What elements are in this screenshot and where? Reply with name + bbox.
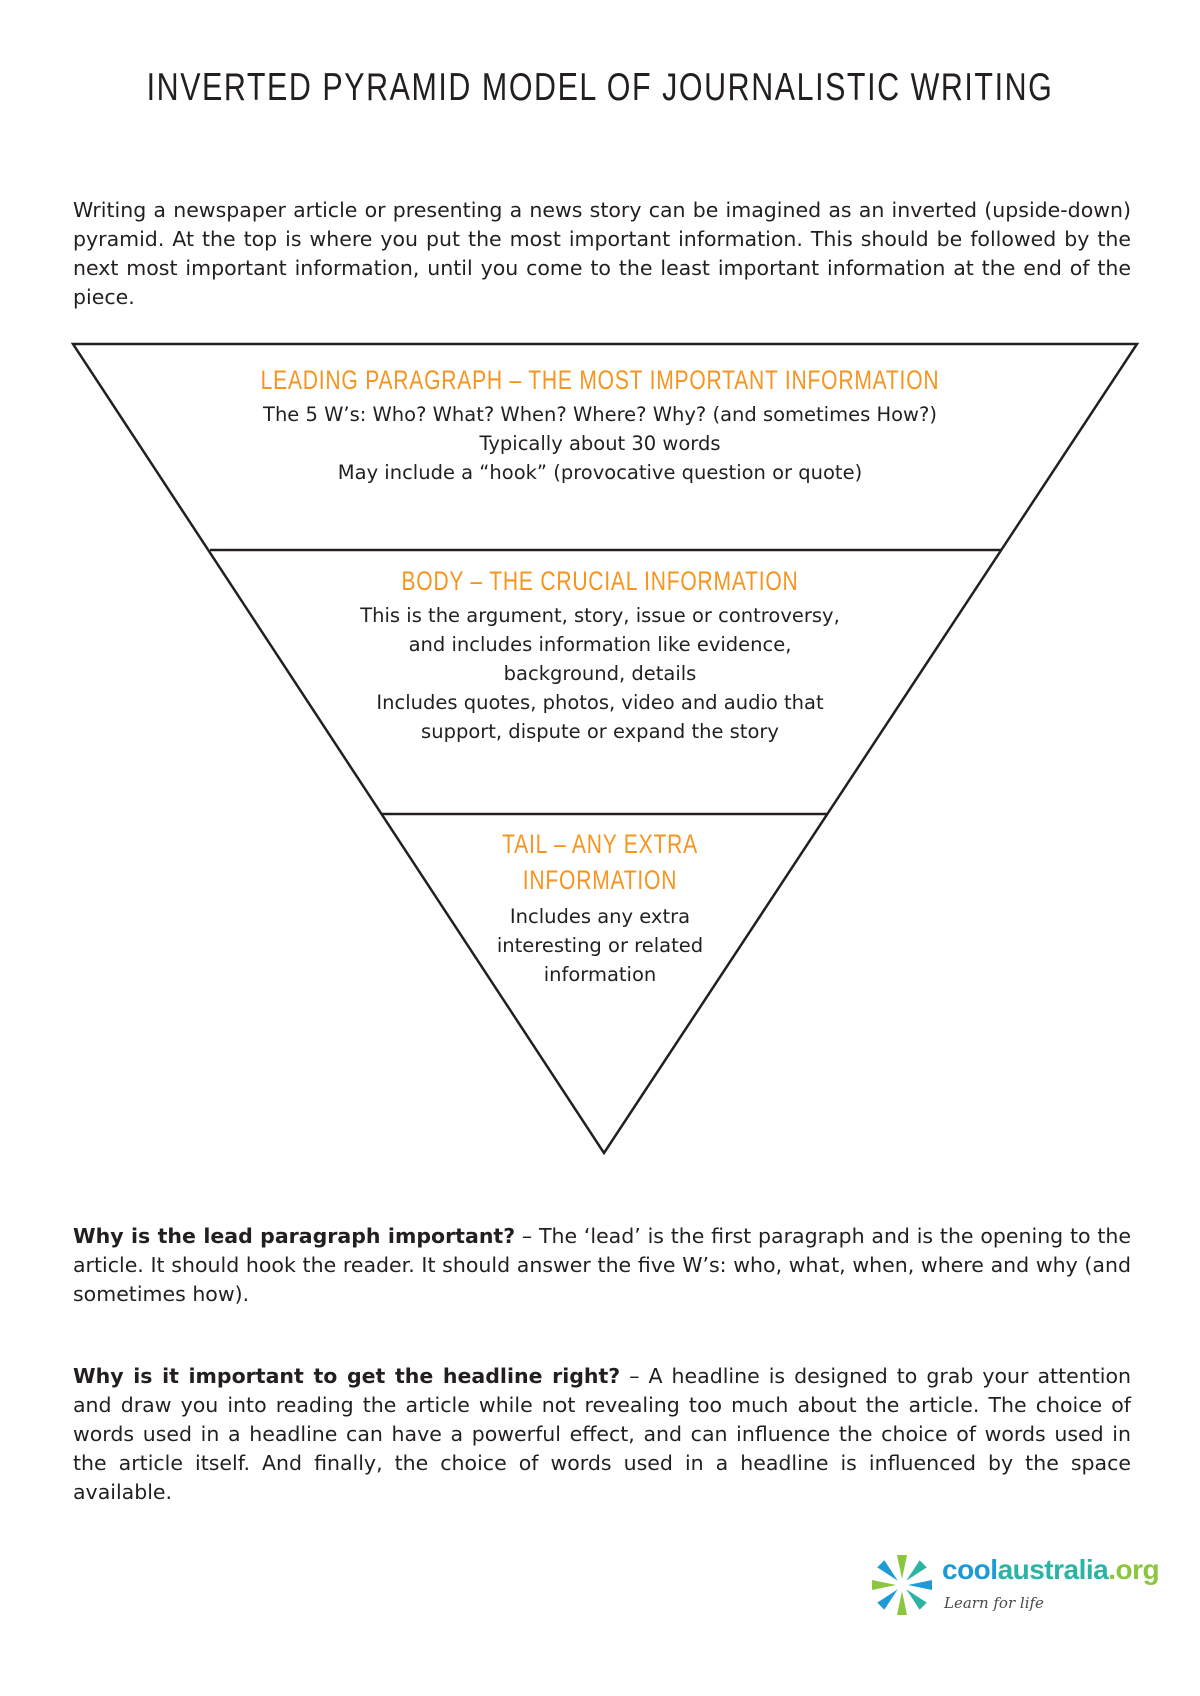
logo-wordmark: [942, 1554, 1159, 1586]
tail-line: information: [543, 963, 657, 986]
coolaustralia-logo: [870, 1548, 1160, 1628]
logo-org: .org: [1108, 1554, 1160, 1585]
qa-question: Why is it important to get the headline right?: [73, 1364, 621, 1388]
body-line: This is the argument, story, issue or controversy,: [360, 604, 840, 627]
sunburst-logo-icon: [870, 1550, 934, 1620]
tail-section-title: TAIL – ANY EXTRA: [502, 829, 698, 859]
body-line: background, details: [503, 662, 697, 685]
page-title: INVERTED PYRAMID MODEL OF JOURNALISTIC WRITING: [146, 66, 1054, 109]
body-section-title: BODY – THE CRUCIAL INFORMATION: [401, 566, 799, 596]
qa-question: Why is the lead paragraph important?: [73, 1224, 516, 1248]
qa-answer: – The ‘lead’ is the first paragraph and is the opening to the article. It should hook the reader. It should answer the five W’s: who, what, when, where and why (and sometimes how).: [73, 1224, 1132, 1306]
lead-paragraph-explanation: [73, 1222, 1131, 1309]
logo-tagline: Learn for life: [944, 1594, 1044, 1612]
leading-line: The 5 W’s: Who? What? When? Where? Why? (and sometimes How?): [263, 403, 937, 426]
tail-line: Includes any extra: [509, 905, 691, 928]
tail-section-title: INFORMATION: [522, 865, 678, 895]
leading-section-title: LEADING PARAGRAPH – THE MOST IMPORTANT INFORMATION: [260, 365, 940, 395]
leading-line: Typically about 30 words: [479, 432, 721, 455]
qa-answer: – A headline is designed to grab your attention and draw you into reading the article while not revealing too much about the article. The choice of words used in a headline can have a powerful effect, and can influence the choice of words used in the article itself. And finally, the choice of words used in a headline is influenced by the space available.: [73, 1364, 1131, 1504]
body-line: support, dispute or expand the story: [421, 720, 779, 743]
logo-australia: australia: [997, 1554, 1109, 1585]
intro-paragraph: Writing a newspaper article or presenting a news story can be imagined as an inverted (upside-down) pyramid. At the top is where you put the most important information. This should be followed by the next most important information, until you come to the least important information at the end of the piece.: [73, 198, 1131, 309]
headline-explanation: [73, 1362, 1131, 1507]
logo-cool: cool: [942, 1554, 998, 1585]
body-line: Includes quotes, photos, video and audio that: [376, 691, 824, 714]
leading-line: May include a “hook” (provocative question or quote): [337, 461, 863, 484]
tail-line: interesting or related: [496, 934, 704, 957]
body-line: and includes information like evidence,: [408, 633, 792, 656]
